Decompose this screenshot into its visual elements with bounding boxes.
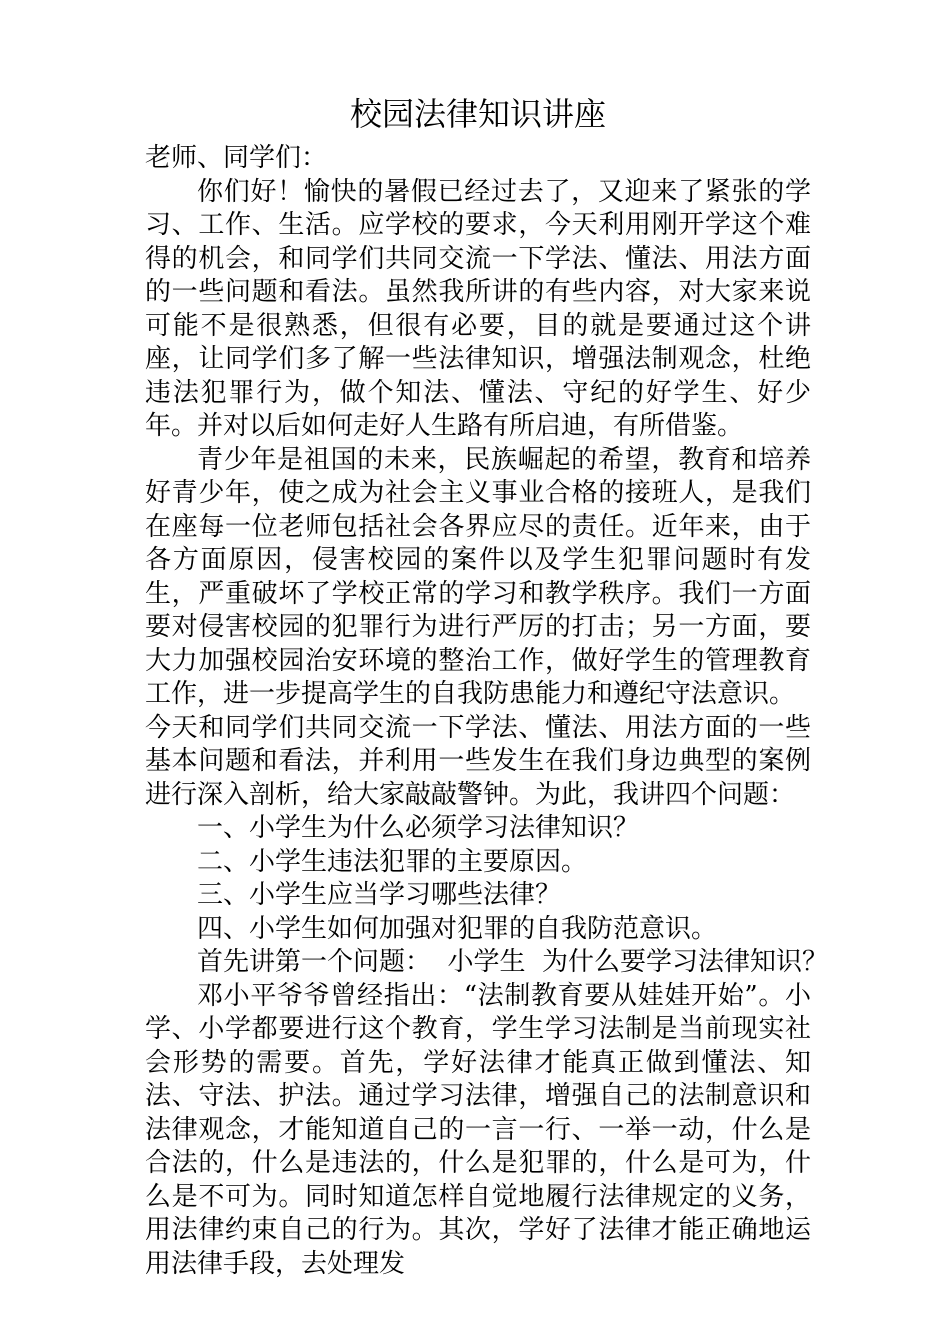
- paragraph-greeting: 你们好！愉快的暑假已经过去了，又迎来了紧张的学习、工作、生活。应学校的要求，今天利用刚开学这个难得的机会，和同学们共同交流一下学法、懂法、用法方面的一些问题和看法。虽然我所讲的有些内容，对大家来说可能不是很熟悉，但很有必要，目的就是要通过这个讲座，让同学们多了解一些法律知识，增强法制观念，杜绝违法犯罪行为，做个知法、懂法、守纪的好学生、好少年。并对以后如何走好人生路有所启迪，有所借鉴。: [145, 176, 811, 441]
- topic-item-4: 四、小学生如何加强对犯罪的自我防范意识。: [197, 913, 718, 944]
- document-title: 校园法律知识讲座: [349, 95, 606, 133]
- paragraph-deng-quote: 邓小平爷爷曾经指出：“法制教育要从娃娃开始”。小学、小学都要进行这个教育，学生学习法制是当前现实社会形势的需要。首先，学好法律才能真正做到懂法、知法、守法、护法。通过学习法律，增强自己的法制意识和法律观念，才能知道自己的一言一行、一举一动，什么是合法的，什么是违法的，什么是犯罪的，什么是可为，什么是不可为。同时知道怎样自觉地履行法律规定的义务，用法律约束自己的行为。其次，学好了法律才能正确地运用法律手段，去处理发: [145, 980, 811, 1279]
- first-question-heading: 首先讲第一个问题： 小学生 为什么要学习法律知识？: [197, 947, 829, 977]
- topic-item-1: 一、小学生为什么必须学习法律知识？: [197, 813, 640, 843]
- topic-item-3: 三、小学生应当学习哪些法律？: [197, 880, 562, 910]
- paragraph-topics-intro: 今天和同学们共同交流一下学法、懂法、用法方面的一些基本问题和看法，并利用一些发生在我们身边典型的案例进行深入剖析，给大家敲敲警钟。为此，我讲四个问题：: [145, 712, 811, 810]
- paragraph-youth: 青少年是祖国的未来，民族崛起的希望，教育和培养好青少年，使之成为社会主义事业合格的接班人，是我们在座每一位老师包括社会各界应尽的责任。近年来，由于各方面原因，侵害校园的案件以及学生犯罪问题时有发生，严重破坏了学校正常的学习和教学秩序。我们一方面要对侵害校园的犯罪行为进行严厉的打击；另一方面，要大力加强校园治安环境的整治工作，做好学生的管理教育工作，进一步提高学生的自我防患能力和遵纪守法意识。: [145, 444, 811, 709]
- document-page: [145, 86, 829, 1281]
- salutation: 老师、同学们：: [145, 143, 328, 173]
- topic-item-2: 二、小学生违法犯罪的主要原因。: [197, 846, 588, 877]
